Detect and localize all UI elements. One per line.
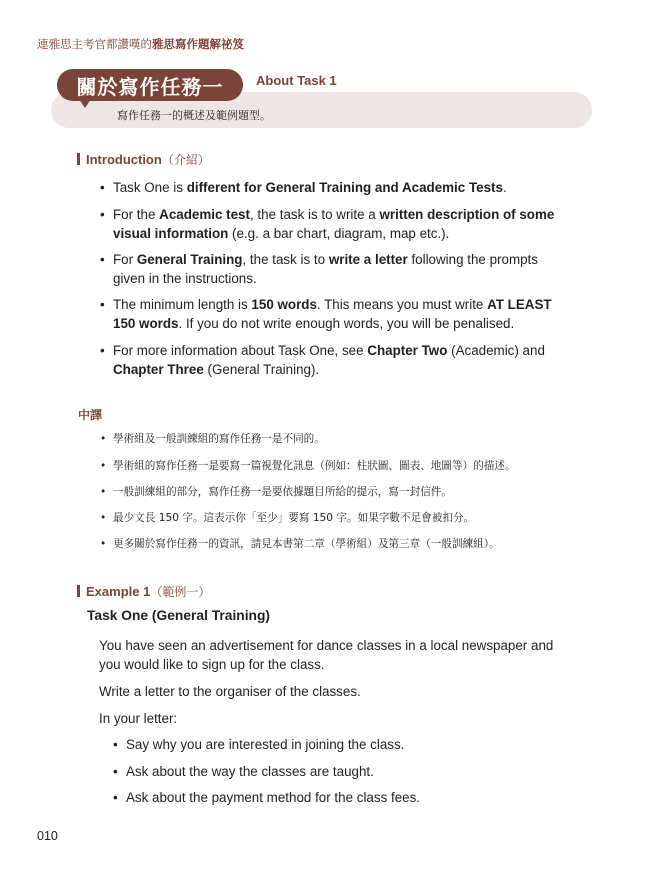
running-header <box>37 36 244 52</box>
translation-item <box>100 459 593 473</box>
section-marker <box>77 153 80 165</box>
example-heading-zh: （範例一） <box>150 585 211 599</box>
intro-heading <box>77 151 210 168</box>
intro-bullet-4-text-b: 150 words <box>251 297 317 312</box>
translation-item-text: 學術組及一般訓練組的寫作任務一是不同的。 <box>113 433 325 445</box>
translation-item-text: 更多關於寫作任務一的資訊，請見本書第二章（學術組）及第三章（一般訓練組）。 <box>113 538 500 550</box>
example-bullet <box>113 735 586 754</box>
intro-bullet-5-text-d: Chapter Three <box>113 362 204 377</box>
intro-bullet-4 <box>100 295 593 333</box>
bullet-dot: • <box>100 343 105 358</box>
bullet-dot: • <box>100 252 105 267</box>
example-heading <box>77 583 210 600</box>
banner-title: 關於寫作任務一 <box>57 69 243 101</box>
translation-heading: 中譯 <box>78 408 103 422</box>
intro-bullet-3 <box>100 250 593 288</box>
bullet-dot: • <box>113 737 118 752</box>
intro-bullet-4-text-e: 150 words <box>113 316 179 331</box>
translation-item <box>100 485 593 499</box>
intro-heading-zh: （介紹） <box>161 153 210 167</box>
translation-item <box>100 432 593 446</box>
intro-bullet-5-text-b: Chapter Two <box>367 343 448 358</box>
task-title: Task One (General Training) <box>87 608 270 623</box>
translation-item <box>100 537 593 551</box>
bullet-dot: • <box>113 790 118 805</box>
running-header-prefix: 連雅思主考官都讚嘆的 <box>37 37 152 51</box>
translation-item <box>100 511 593 525</box>
intro-bullet-3-text-e: following the prompts <box>407 252 538 267</box>
intro-bullet-2-text-c: , the task is to write a <box>249 207 380 222</box>
section-marker <box>77 585 80 597</box>
running-header-bold: 雅思寫作題解祕笈 <box>152 37 244 51</box>
intro-bullet-2-text-a: For the <box>113 207 160 222</box>
intro-bullet-5-text-c: (Academic) and <box>447 343 545 358</box>
example-bullet-text: Ask about the way the classes are taught. <box>126 764 374 779</box>
intro-bullet-4-text-f: . If you do not write enough words, you will be penalised. <box>178 316 515 331</box>
banner-subtitle: 寫作任務一的概述及範例題型。 <box>117 109 271 122</box>
intro-bullet-4-text-d: AT LEAST <box>487 297 552 312</box>
intro-bullet-1-text-a: Task One is <box>113 180 187 195</box>
intro-bullet-3-text-a: For <box>113 252 137 267</box>
intro-bullet-3-text-d: write a letter <box>328 252 408 267</box>
example-paragraph-3: In your letter: <box>99 711 178 726</box>
example-bullet-text: Ask about the payment method for the class fees. <box>126 790 421 805</box>
bullet-dot: • <box>100 538 107 550</box>
example-bullet-text: Say why you are interested in joining the class. <box>126 737 405 752</box>
example-paragraph-2: Write a letter to the organiser of the classes. <box>99 684 361 699</box>
intro-bullet-3-text-c: , the task is to <box>242 252 329 267</box>
intro-bullet-5 <box>100 341 593 379</box>
example-paragraph-1-line-2: you would like to sign up for the class. <box>99 657 325 672</box>
example-paragraph-1 <box>99 636 589 674</box>
bullet-dot: • <box>100 297 105 312</box>
intro-heading-en: Introduction <box>86 152 162 167</box>
intro-bullet-1-text-c: . <box>502 180 507 195</box>
intro-bullet-4-text-a: The minimum length is <box>113 297 252 312</box>
bullet-dot: • <box>100 486 107 498</box>
bullet-dot: • <box>100 207 105 222</box>
intro-bullet-3-text-f: given in the instructions. <box>113 271 257 286</box>
intro-bullet-4-text-c: . This means you must write <box>316 297 488 312</box>
intro-bullet-2 <box>100 205 593 243</box>
bullet-dot: • <box>100 433 107 445</box>
example-paragraph-1-line-1: You have seen an advertisement for dance classes in a local newspaper and <box>99 638 554 653</box>
intro-bullet-1-text-b: different for General Training and Academic Tests <box>186 180 503 195</box>
intro-bullet-2-text-b: Academic test <box>159 207 250 222</box>
translation-item-text: 最少文長 150 字。這表示你「至少」要寫 150 字。如果字數不足會被扣分。 <box>113 512 475 524</box>
intro-bullet-1 <box>100 178 593 197</box>
translation-item-text: 一般訓練組的部分，寫作任務一是要依據題目所給的提示，寫一封信件。 <box>113 486 452 498</box>
example-heading-en: Example 1 <box>86 584 151 599</box>
example-bullet <box>113 762 586 781</box>
bullet-dot: • <box>100 512 107 524</box>
intro-bullet-3-text-b: General Training <box>136 252 243 267</box>
intro-bullet-2-text-e: visual information <box>113 226 229 241</box>
bullet-dot: • <box>100 460 107 472</box>
intro-bullet-2-text-f: (e.g. a bar chart, diagram, map etc.). <box>228 226 450 241</box>
intro-bullet-5-text-a: For more information about Task One, see <box>113 343 368 358</box>
intro-bullet-5-text-e: (General Training). <box>203 362 320 377</box>
page-number: 010 <box>37 829 58 843</box>
banner-title-en: About Task 1 <box>256 73 337 88</box>
bullet-dot: • <box>113 764 118 779</box>
translation-item-text: 學術組的寫作任務一是要寫一篇視覺化訊息（例如：柱狀圖、圖表、地圖等）的描述。 <box>113 460 516 472</box>
intro-bullet-2-text-d: written description of some <box>379 207 555 222</box>
example-bullet <box>113 788 586 807</box>
bullet-dot: • <box>100 180 105 195</box>
